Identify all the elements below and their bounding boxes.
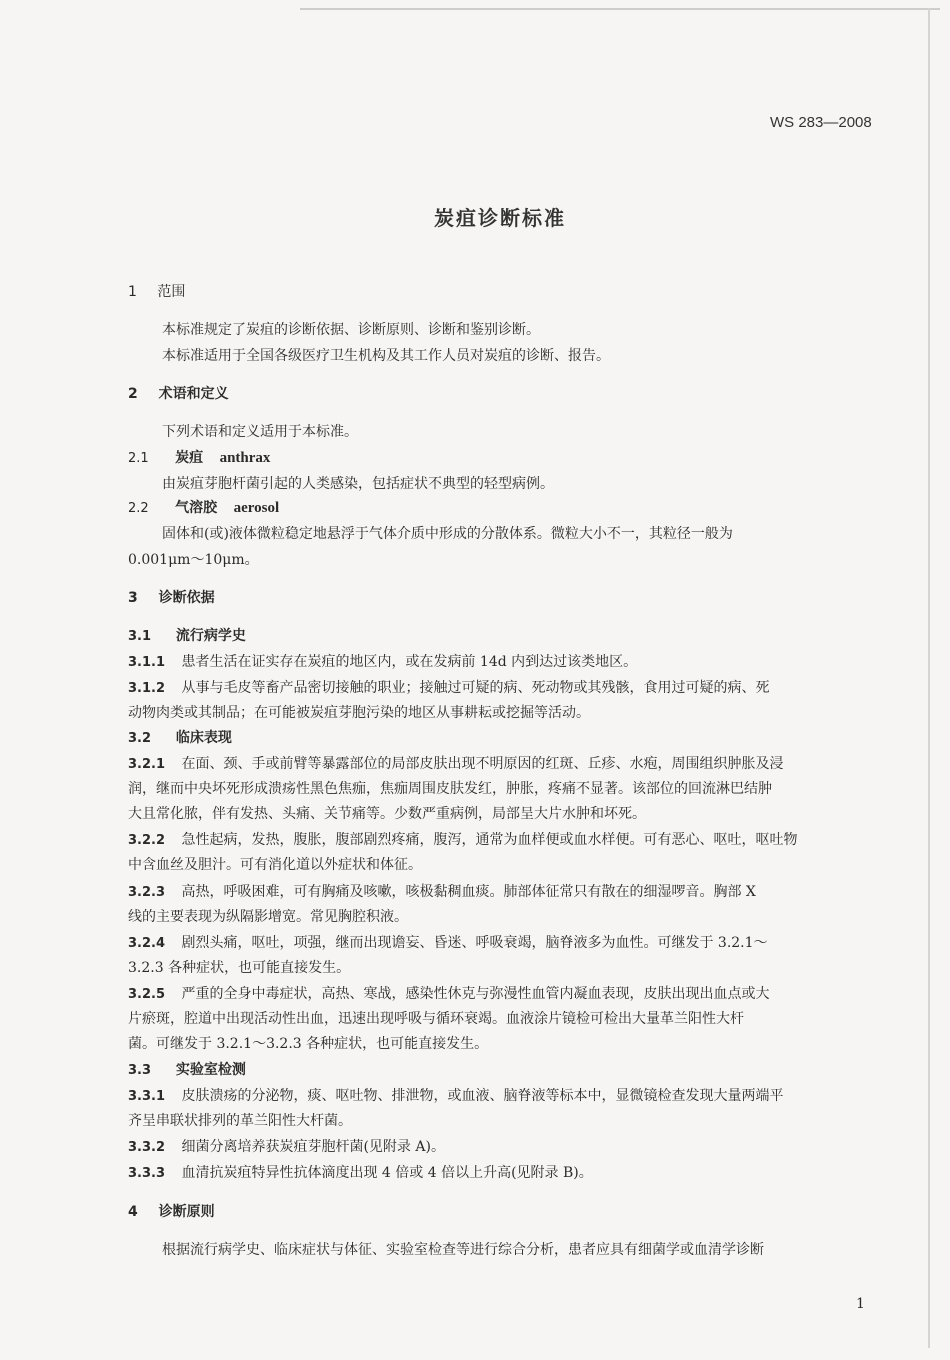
clause-number: 3.3.1 xyxy=(128,1089,166,1104)
subsection-title: 临床表现 xyxy=(175,730,232,746)
clause-number: 3.2.5 xyxy=(128,987,166,1002)
clause xyxy=(128,678,769,699)
section-title: 范围 xyxy=(157,284,186,300)
subsection-heading xyxy=(128,728,232,749)
subsection-heading xyxy=(128,1060,246,1081)
section-2-heading xyxy=(128,384,229,404)
term-definition: 固体和(或)液体微粒稳定地悬浮于气体介质中形成的分散体系。微粒大小不一，其粒径一般为 xyxy=(162,526,733,542)
page-number: 1 xyxy=(856,1296,865,1312)
clause-text: 剧烈头痛，呕吐，项强，继而出现谵妄、昏迷、呼吸衰竭，脑脊液多为血性。可继发于 3.2.1～ xyxy=(181,935,768,951)
subsection-title: 流行病学史 xyxy=(175,628,246,644)
clause-continuation: 3.2.3 各种症状，也可能直接发生。 xyxy=(128,960,351,976)
subsection-number: 3.3 xyxy=(128,1063,152,1078)
clause-text: 在面、颈、手或前臂等暴露部位的局部皮肤出现不明原因的红斑、丘疹、水疱，周围组织肿胀及浸 xyxy=(181,756,784,772)
section-title: 术语和定义 xyxy=(158,386,229,402)
scan-edge-top xyxy=(300,8,940,10)
term-en: anthrax xyxy=(219,450,271,466)
subsection-title: 实验室检测 xyxy=(175,1062,246,1078)
paragraph: 下列术语和定义适用于本标准。 xyxy=(162,424,358,440)
section-number: 2 xyxy=(128,386,138,402)
section-title: 诊断依据 xyxy=(158,590,215,606)
clause-number: 3.1.2 xyxy=(128,681,166,696)
term-number: 2.2 xyxy=(128,501,149,516)
clause-continuation: 动物肉类或其制品；在可能被炭疽芽胞污染的地区从事耕耘或挖掘等活动。 xyxy=(128,705,590,721)
subsection-heading xyxy=(128,626,246,647)
term-zh: 气溶胶 xyxy=(175,500,218,516)
standard-number: WS 283—2008 xyxy=(770,114,872,131)
term-zh: 炭疽 xyxy=(175,450,204,466)
clause-text: 从事与毛皮等畜产品密切接触的职业；接触过可疑的病、死动物或其残骸，食用过可疑的病、死 xyxy=(181,680,770,696)
term-heading xyxy=(128,498,279,519)
clause-text: 血清抗炭疽特异性抗体滴度出现 4 倍或 4 倍以上升高(见附录 B)。 xyxy=(181,1165,593,1181)
clause-text: 高热，呼吸困难，可有胸痛及咳嗽，咳极黏稠血痰。肺部体征常只有散在的细湿啰音。胸部 X xyxy=(181,884,756,900)
clause-text: 细菌分离培养获炭疽芽胞杆菌(见附录 A)。 xyxy=(181,1139,445,1155)
section-4-heading xyxy=(128,1202,215,1222)
clause-continuation: 菌。可继发于 3.2.1～3.2.3 各种症状，也可能直接发生。 xyxy=(128,1036,489,1052)
clause-continuation: 大且常化脓，伴有发热、头痛、关节痛等。少数严重病例，局部呈大片水肿和坏死。 xyxy=(128,806,646,822)
term-definition: 由炭疽芽胞杆菌引起的人类感染，包括症状不典型的轻型病例。 xyxy=(162,476,554,492)
subsection-number: 3.1 xyxy=(128,629,152,644)
clause-text: 严重的全身中毒症状，高热、寒战，感染性休克与弥漫性血管内凝血表现，皮肤出现出血点或大 xyxy=(181,986,770,1002)
clause-text: 皮肤溃疡的分泌物，痰、呕吐物、排泄物，或血液、脑脊液等标本中，显微镜检查发现大量两端平 xyxy=(181,1088,784,1104)
clause xyxy=(128,1163,593,1184)
page-title: 炭疽诊断标准 xyxy=(434,206,566,230)
clause xyxy=(128,754,783,775)
term-number: 2.1 xyxy=(128,451,149,466)
term-heading xyxy=(128,448,270,469)
clause-number: 3.2.2 xyxy=(128,833,166,848)
clause xyxy=(128,1086,783,1107)
clause xyxy=(128,652,637,673)
clause-continuation: 中含血丝及胆汁。可有消化道以外症状和体征。 xyxy=(128,857,422,873)
paragraph: 本标准适用于全国各级医疗卫生机构及其工作人员对炭疽的诊断、报告。 xyxy=(162,348,610,364)
section-1-heading xyxy=(128,282,185,302)
section-title: 诊断原则 xyxy=(158,1204,215,1220)
clause xyxy=(128,1137,445,1158)
clause xyxy=(128,933,768,954)
paragraph: 本标准规定了炭疽的诊断依据、诊断原则、诊断和鉴别诊断。 xyxy=(162,322,540,338)
clause-number: 3.2.3 xyxy=(128,885,166,900)
clause-number: 3.3.3 xyxy=(128,1166,166,1181)
clause xyxy=(128,882,756,903)
section-number: 3 xyxy=(128,590,138,606)
clause-continuation: 齐呈串联状排列的革兰阳性大杆菌。 xyxy=(128,1113,352,1129)
clause-continuation: 润，继而中央坏死形成溃疡性黑色焦痂，焦痂周围皮肤发红，肿胀，疼痛不显著。该部位的回流淋巴结肿 xyxy=(128,781,772,797)
clause-text: 患者生活在证实存在炭疽的地区内，或在发病前 14d 内到达过该类地区。 xyxy=(181,654,638,670)
clause-text: 急性起病，发热，腹胀，腹部剧烈疼痛，腹泻，通常为血样便或血水样便。可有恶心、呕吐，呕吐物 xyxy=(181,832,798,848)
clause-number: 3.2.1 xyxy=(128,757,166,772)
clause-number: 3.2.4 xyxy=(128,936,166,951)
paragraph: 根据流行病学史、临床症状与体征、实验室检查等进行综合分析，患者应具有细菌学或血清学诊断 xyxy=(162,1242,764,1258)
clause xyxy=(128,984,769,1005)
clause-continuation: 片瘀斑，腔道中出现活动性出血，迅速出现呼吸与循环衰竭。血液涂片镜检可检出大量革兰阳性大杆 xyxy=(128,1011,744,1027)
term-en: aerosol xyxy=(233,500,280,516)
clause-number: 3.3.2 xyxy=(128,1140,166,1155)
section-number: 1 xyxy=(128,284,137,300)
subsection-number: 3.2 xyxy=(128,731,152,746)
clause xyxy=(128,830,797,851)
clause-continuation: 线的主要表现为纵隔影增宽。常见胸腔积液。 xyxy=(128,909,408,925)
clause-number: 3.1.1 xyxy=(128,655,166,670)
term-definition: 0.001μm～10μm。 xyxy=(128,552,259,568)
section-3-heading xyxy=(128,588,215,608)
section-number: 4 xyxy=(128,1204,138,1220)
